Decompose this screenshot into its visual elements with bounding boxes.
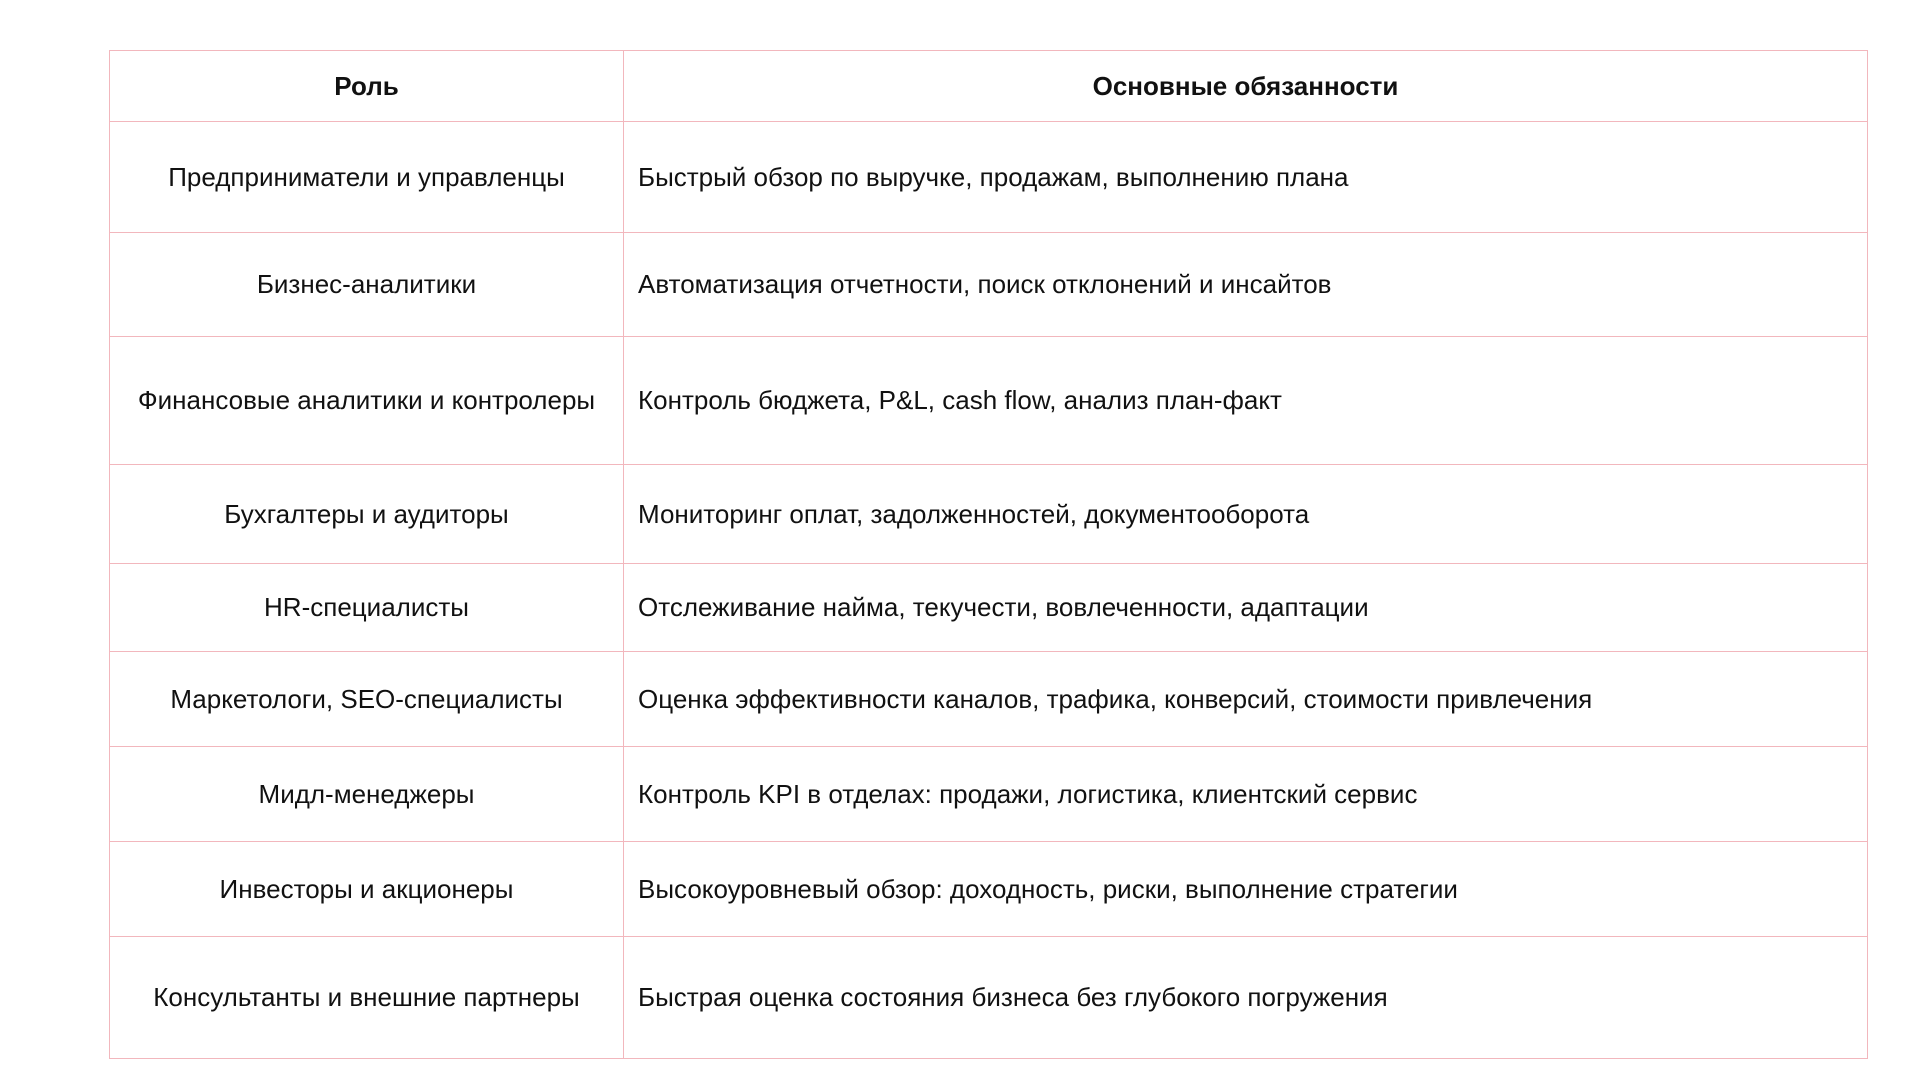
table-row — [110, 747, 1868, 842]
table-row — [110, 652, 1868, 747]
duties-cell: Быстрая оценка состояния бизнеса без глубокого погружения — [624, 937, 1868, 1059]
header-role: Роль — [110, 51, 624, 122]
duties-cell: Оценка эффективности каналов, трафика, конверсий, стоимости привлечения — [624, 652, 1868, 747]
duties-cell: Контроль KPI в отделах: продажи, логистика, клиентский сервис — [624, 747, 1868, 842]
duties-cell: Контроль бюджета, P&L, cash flow, анализ план-факт — [624, 337, 1868, 465]
table-row — [110, 564, 1868, 652]
role-cell: Бухгалтеры и аудиторы — [110, 465, 624, 564]
duties-cell: Отслеживание найма, текучести, вовлеченности, адаптации — [624, 564, 1868, 652]
role-cell: Маркетологи, SEO-специалисты — [110, 652, 624, 747]
duties-cell: Автоматизация отчетности, поиск отклонений и инсайтов — [624, 233, 1868, 337]
header-duties: Основные обязанности — [624, 51, 1868, 122]
role-cell: Консультанты и внешние партнеры — [110, 937, 624, 1059]
role-cell: Финансовые аналитики и контролеры — [110, 337, 624, 465]
role-cell: HR-специалисты — [110, 564, 624, 652]
duties-cell: Мониторинг оплат, задолженностей, документооборота — [624, 465, 1868, 564]
role-cell: Мидл-менеджеры — [110, 747, 624, 842]
table-row — [110, 337, 1868, 465]
table-row — [110, 465, 1868, 564]
table-row — [110, 842, 1868, 937]
table-row — [110, 937, 1868, 1059]
table-row — [110, 233, 1868, 337]
roles-table — [109, 50, 1868, 1059]
role-cell: Инвесторы и акционеры — [110, 842, 624, 937]
duties-cell: Быстрый обзор по выручке, продажам, выполнению плана — [624, 122, 1868, 233]
duties-cell: Высокоуровневый обзор: доходность, риски, выполнение стратегии — [624, 842, 1868, 937]
role-cell: Предприниматели и управленцы — [110, 122, 624, 233]
role-cell: Бизнес-аналитики — [110, 233, 624, 337]
table-header-row — [110, 51, 1868, 122]
table-row — [110, 122, 1868, 233]
